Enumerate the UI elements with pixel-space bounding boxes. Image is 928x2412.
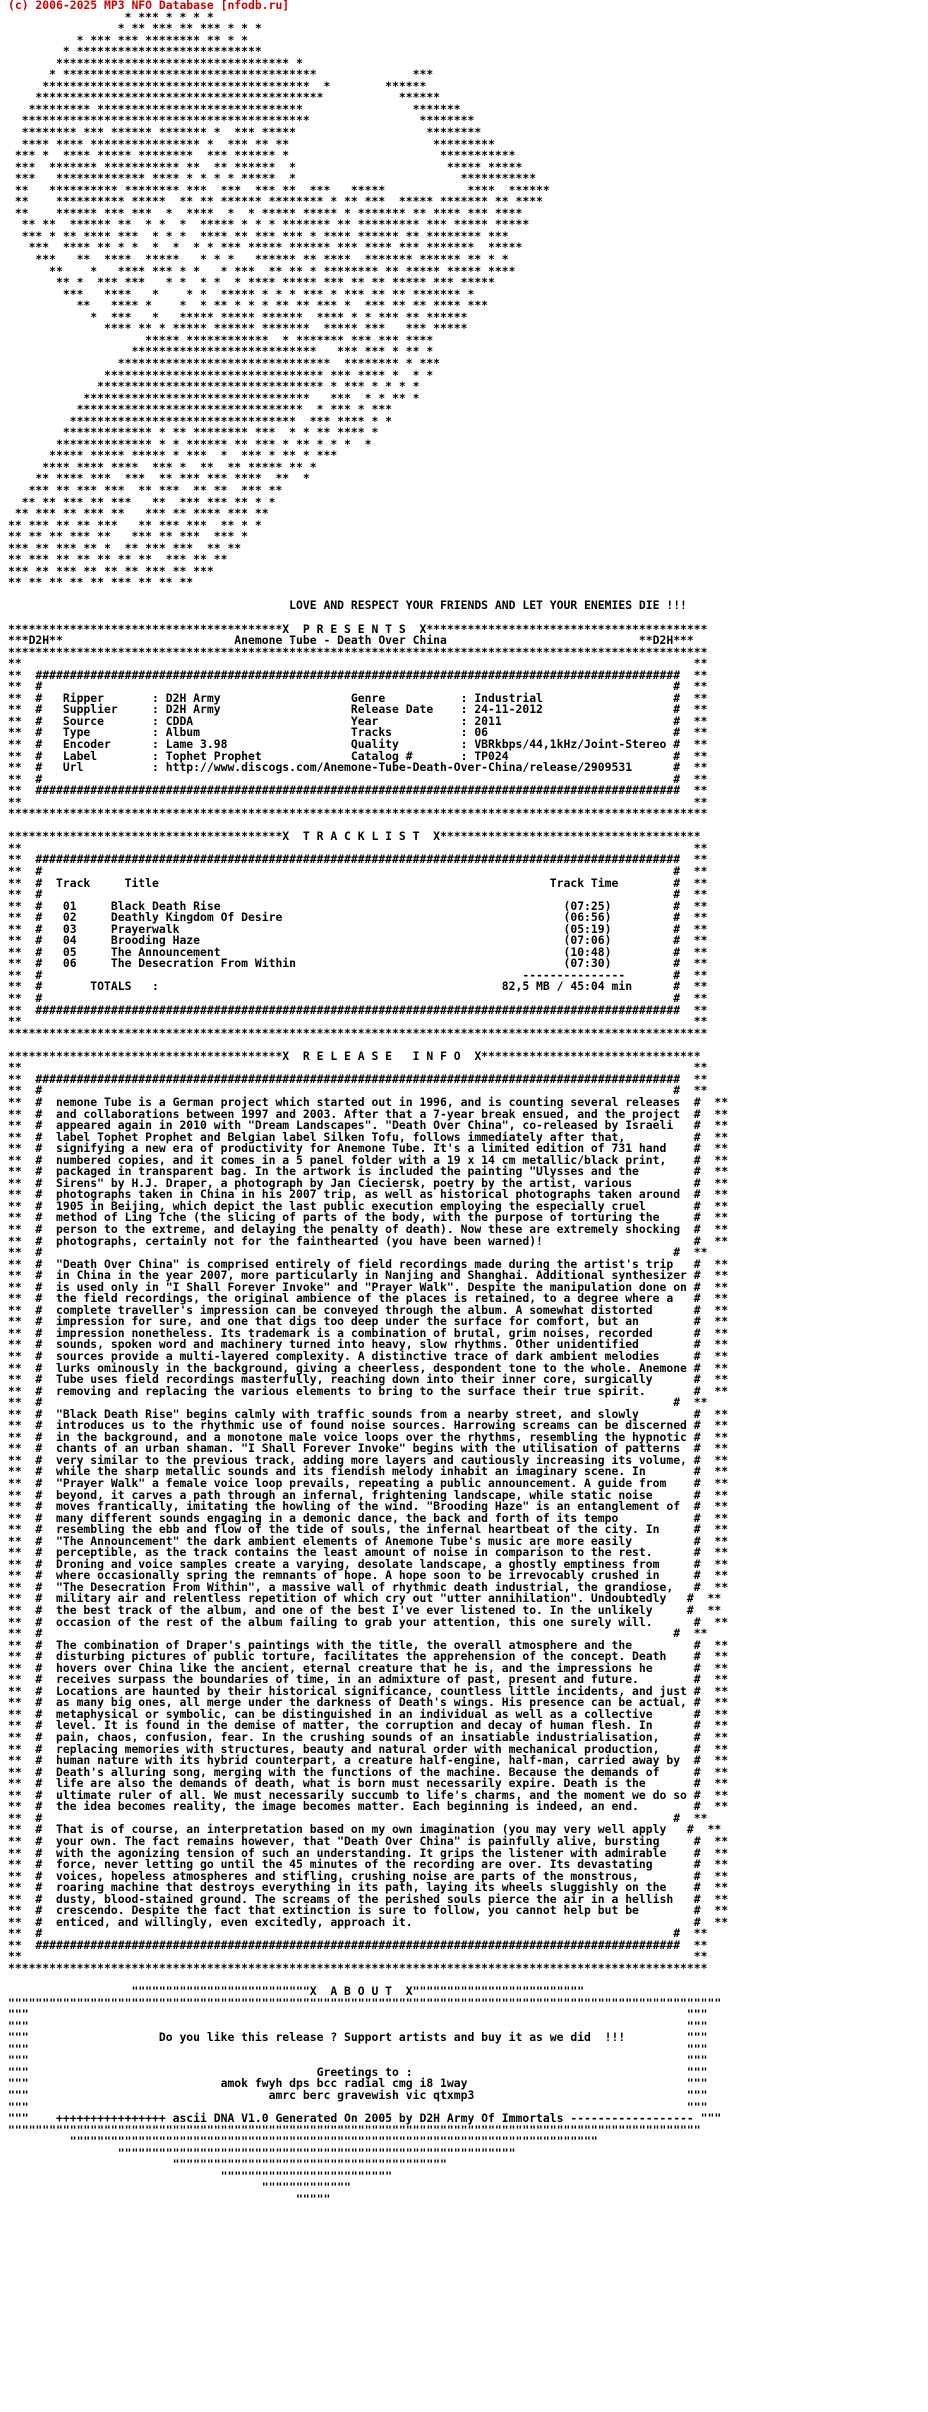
- nfo-document: * *** * * * * * ** *** ** *** * * * * *** *** ******** ** * * * *************************** ********************************** * * ************************************* *** *************************************** * ****** ****************************************** ****** ********* ****************************** ******* ****************************************** ******** ******** *** ****** ******* * *** ***** ******** **** **** **************** * *** ** ** ********* *** * **** ***** ******** *** ****** * *********** *** ******* *********** ** ** ****** * ***** ***** *** ************* **** * * * * ***** * *********** ** ********** ******** *** *** *** ** *** ***** **** ****** ** ********** ***** ** ** ****** ******** * ** *** ***** ******* ** **** ** ****** *** *** * **** * * ***** ***** * ******* ** **** *** **** ** ** ****** ** * * * ***** * * * ******* ** ********* *** ***** ***** *** * ** **** *** * * * **** ** *** *** * **** ****** ** ******** *** *** **** ** * * * * * * *** ***** ****** *** **** *** ******* ***** *** ** **** ***** * * * ****** ** **** ******* ****** ** * * ** * **** *** * * * *** ** ** * ******** ** ***** ***** **** ** * *** *** * * * * * **** ***** *** ** ** ***** *** ***** *** **** * * * ***** * * * *** * *** ** ** ******* * ** **** * * * ** * * * ** ** *** * *** ** ** **** *** * *** * ***** ***** ****** **** * * *** ** ****** **** ** * ***** ****** ******* ***** *** *** ***** ***** ************ * ******* *** *** **** *************************** *** *** * ** * ******************************* ******** * *** ******************************** *** **** * * * ********************************* * *** * * * * ********************************* *** * * ** * ********************************* * *** * *** ********************************* *** **** * * ************* * ** ******** *** * * ** **** * ************** * * ****** ** *** * ** * * * * ***** ***** ***** * *** * *** * ** * *** **** **** **** *** * ** ** ***** ** * ** **** *** *** ** *** *** **** ** * *** ** *** *** ** *** ** ** *** ** ** ** *** ** *** ** *** *** ** * * ** *** ** *** ** *** ** **** *** ** ** *** ** ** *** ** *** *** ** * * ** ** ** *** ** *** ** *** *** * *** ** *** ** * ** *** *** ** ** ** *** ** ** ** ** ** *** ** ** *** ** *** ** ** ** *** ** *** ** ** ** ** ** *** ** ** ** LOVE AND RESPECT YOUR FRIENDS AND LET YOUR ENEMIES DIE !!! ****************************************X P R E S E N T S X***************************************** ***D2H** Anemone Tube - Death Over China **D2H*** ****************************************************************************************************** ** ** ** ############################################################################################## ** ** # # ** ** # Ripper : D2H Army Genre : Industrial # ** ** # Supplier : D2H Army Release Date : 24-11-2012 # ** ** # Source : CDDA Year : 2011 # ** ** # Type : Album Tracks : 06 # ** ** # Encoder : Lame 3.98 Quality : VBRkbps/44,1kHz/Joint-Stereo # ** ** # Label : Tophet Prophet Catalog # : TP024 # ** ** # Url : http://www.discogs.com/Anemone-Tube-Death-Over-China/release/2909531 # ** ** # # ** ** ############################################################################################## ** ** ** ****************************************************************************************************** ****************************************X T R A C K L I S T X************************************** ** ** ** ############################################################################################## ** ** # # ** ** # Track Title Track Time # ** ** # # ** ** # 01 Black Death Rise (07:25) # ** ** # 02 Deathly Kingdom Of Desire (06:56) # ** ** # 03 Prayerwalk (05:19) # ** ** # 04 Brooding Haze (07:06) # ** ** # 05 The Announcement (10:48) # ** ** # 06 The Desecration From Within (07:30) # ** ** # --------------- # ** ** # TOTALS : 82,5 MB / 45:04 min # ** ** # # ** ** ############################################################################################## ** ** ** ****************************************************************************************************** ****************************************X R E L E A S E I N F O X******************************** ** ** ** ############################################################################################## ** ** # # ** ** # nemone Tube is a German project which started out in 1996, and is counting several releases # ** ** # and collaborations between 1997 and 2003. After that a 7-year break ensued, and the project # ** ** # appeared again in 2010 with "Dream Landscapes". "Death Over China", co-released by Israeli # ** ** # label Tophet Prophet and Belgian label Silken Tofu, follows immediately after that, # ** ** # signifying a new era of productivity for Anemone Tube. It's a limited edition of 731 hand # ** ** # numbered copies, and it comes in a 5 panel folder with a 19 x 14 cm metallic/black print, # ** ** # packaged in transparent bag. In the artwork is included the painting "Ulysses and the # ** ** # Sirens" by H.J. Draper, a photograph by Jan Cieciersk, poetry by the artist, various # ** ** # photographs taken in China in his 2007 trip, as well as historical photographs taken around # ** ** # 1905 in Beijing, which depict the last public execution employing the especially cruel # ** ** # method of Ling Tche (the slicing of parts of the body, with the purpose of torturing the # ** ** # person to the extreme, and delaying the penalty of death). Now these are extremely shocking # ** ** # photographs, certainly not for the fainthearted (you have been warned)! # ** ** # # ** ** # "Death Over China" is comprised entirely of field recordings made during the artist's trip # ** ** # in China in the year 2007, more particularly in Nanjing and Shanghai. Additional synthesizer # ** ** # is used only in "I Shall Forever Invoke" and "Prayer Walk". Despite the manipulation done on # ** ** # the field recordings, the original ambience of the places is retained, to a degree where a # ** ** # complete traveller's impression can be conveyed through the album. A somewhat distorted # ** ** # impression for sure, and one that digs too deep under the surface for comfort, but an # ** ** # impression nonetheless. Its trademark is a combination of brutal, grim noises, recorded # ** ** # sounds, spoken word and machinery turned into heavy, slow rhythms. Other unidentified # ** ** # sources provide a multi-layered complexity. A distinctive trace of dark ambient melodies # ** ** # lurks ominously in the background, giving a cheerless, despondent tone to the whole. Anemone # ** ** # Tube uses field recordings masterfully, reaching down into their inner core, surgically # ** ** # removing and replacing the various elements to bring to the surface their true spirit. # ** ** # # ** ** # "Black Death Rise" begins calmly with traffic sounds from a nearby street, and slowly # ** ** # introduces us to the rhythmic use of found noise sources. Harrowing screams can be discerned # ** ** # in the background, and a monotone male voice loops over the rhythms, resembling the hypnotic # ** ** # chants of an urban shaman. "I Shall Forever Invoke" begins with the utilisation of patterns # ** ** # very similar to the previous track, adding more layers and cautiously increasing its volume, # ** ** # while the sharp metallic sounds and its fiendish melody inhabit an imaginary scene. In # ** ** # "Prayer Walk" a female voice loop prevails, repeating a public announcement. A guide from # ** ** # beyond, it carves a path through an infernal, frightening landscape, while static noise # ** ** # moves frantically, imitating the howling of the wind. "Brooding Haze" is an entanglement of # ** ** # many different sounds engaging in a demonic dance, the back and forth of its tempo # ** ** # resembling the ebb and flow of the tide of souls, the infernal heartbeat of the city. In # ** ** # "The Announcement" the dark ambient elements of Anemone Tube's music are more easily # ** ** # perceptible, as the track contains the least amount of noise in comparison to the rest. # ** ** # Droning and voice samples create a varying, desolate landscape, a ghostly emptiness from # ** ** # where occasionally spring the remnants of hope. A hope soon to be irrevocably crushed in # ** ** # "The Desecration From Within", a massive wall of rhythmic death industrial, the grandiose, # ** ** # military air and relentless repetition of which cry out "utter annihilation". Undoubtedly # ** ** # the best track of the album, and one of the best I've ever listened to. In the unlikely # ** ** # occasion of the rest of the album failing to grab your attention, this one surely will. # ** ** # # ** ** # The combination of Draper's paintings with the title, the overall atmosphere and the # ** ** # disturbing pictures of public torture, facilitates the apprehension of the concept. Death # ** ** # hovers over China like the ancient, eternal creature that he is, and the impressions he # ** ** # receives surpass the boundaries of time, in an admixture of past, present and future. # ** ** # Locations are haunted by their historical significance, countless little incidents, and just # ** ** # as many big ones, all merge under the darkness of Death's wings. His presence can be actual, # ** ** # metaphysical or symbolic, can be distinguished in an individual as well as a collective # ** ** # level. It is found in the demise of matter, the corruption and decay of human flesh. In # ** ** # pain, chaos, confusion, fear. In the crushing sounds of an insatiable industrialisation, # ** ** # replacing memories with structures, beauty and natural order with mechanical production, # ** ** # human nature with its hybrid counterpart, a creature half-engine, half-man, carried away by # ** ** # Death's alluring song, merging with the functions of the machine. Because the demands of # ** ** # life are also the demands of death, what is born must necessarily expire. Death is the # ** ** # ultimate ruler of all. We must necessarily succumb to life's charms, and the moment we do so # ** ** # the idea becomes reality, the image becomes matter. Each beginning is indeed, an end. # ** ** # # ** ** # That is of course, an interpretation based on my own imagination (you may very well apply # ** ** # your own. The fact remains however, that "Death Over China" is painfully alive, bursting # ** ** # with the agonizing tension of such an understanding. It grips the listener with admirable # ** ** # force, never letting go until the 45 minutes of the recording are over. Its devastating # ** ** # voices, hopeless atmospheres and stifling, crushing noise are parts of the monstrous, # ** ** # roaring machine that destroys everything in its path, laying its wheels sluggishly on the # ** ** # dusty, blood-stained ground. The screams of the perished souls pierce the air in a hellish # ** ** # crescendo. Despite the fact that extinction is sure to follow, you cannot help but be # ** ** # enticed, and willingly, even excitedly, approach it. # ** ** # # ** ** ############################################################################################## ** ** ** ****************************************************************************************************** """"""""""""""""""""""""""X A B O U T X""""""""""""""""""""""""" """""""""""""""""""""""""""""""""""""""""""""""""""""""""""""""""""""""""""""""""""""""""""""""""""""""" """ """ """ """ """ Do you like this release ? Support artists and buy it as we did !!! """ """ """ """ """ """ Greetings to : """ """ amok fwyh dps bcc radial cmg i8 1way """ """ amrc berc gravewish vic qtxmp3 """ """ """ """ ++++++++++++++++ ascii DNA V1.0 Generated On 2005 by D2H Army Of Immortals ------------------ """ """"""""""""""""""""""""""""""""""""""""""""""""""""""""""""""""""""""""""""""""""""""""""""""""""""" """"""""""""""""""""""""""""""""""""""""""""""""""""""""""""""""""""""""""""" """""""""""""""""""""""""""""""""""""""""""""""""""""""""" """""""""""""""""""""""""""""""""""""""" """"""""""""""""""""""""" """"""""""""" """"": [8, 9, 729, 2206]
- nfodb-link[interactable]: (c) 2006-2025 MP3 NFO Database [nfodb.ru]: [8, 0, 290, 12]
